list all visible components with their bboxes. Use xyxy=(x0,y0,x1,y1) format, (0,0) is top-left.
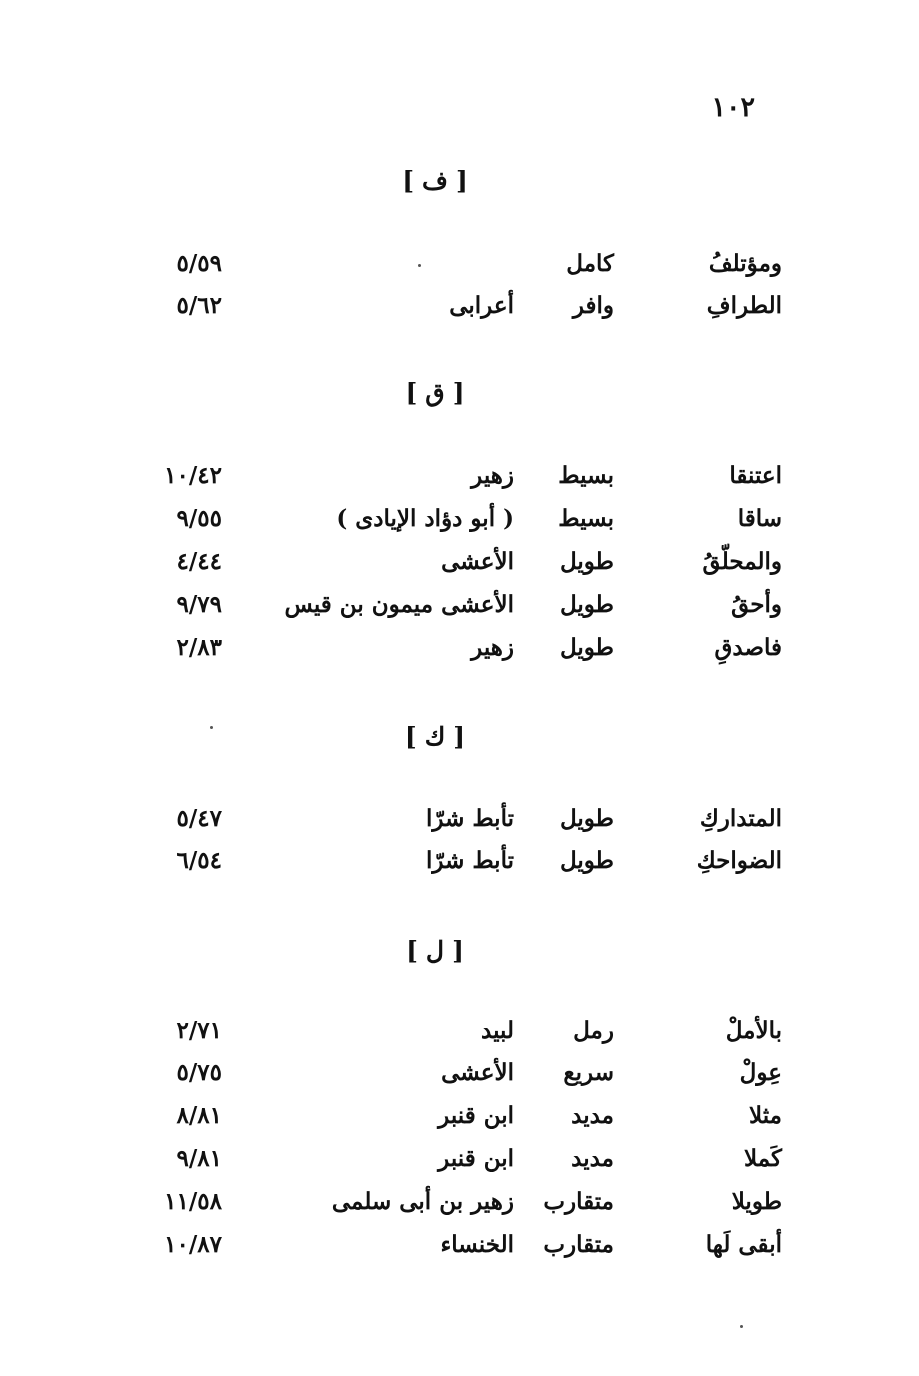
meter: طويل xyxy=(559,591,614,618)
meter: طويل xyxy=(559,805,614,832)
table-row xyxy=(0,1145,919,1185)
page-reference: ٢/٨٣ xyxy=(176,634,222,661)
table-row xyxy=(0,805,919,845)
page-reference: ٢/٧١ xyxy=(176,1017,222,1044)
rhyme-word: الطرافِ xyxy=(706,292,782,319)
page-reference: ٥/٥٩ xyxy=(176,250,222,277)
table-row xyxy=(0,1188,919,1228)
page-reference: ٩/٥٥ xyxy=(176,505,222,532)
rhyme-word: المتداركِ xyxy=(699,805,782,832)
table-row xyxy=(0,250,919,290)
poet: الأعشى ميمون بن قيس xyxy=(284,591,514,618)
scan-speck xyxy=(740,1325,743,1328)
table-row xyxy=(0,591,919,631)
meter: رمل xyxy=(573,1017,614,1044)
meter: متقارب xyxy=(543,1188,614,1215)
poet: زهير xyxy=(471,462,514,489)
page-reference: ١٠/٨٧ xyxy=(164,1231,222,1258)
meter: متقارب xyxy=(543,1231,614,1258)
page-reference: ٥/٤٧ xyxy=(176,805,222,832)
section-letter: ف xyxy=(422,166,448,195)
rhyme-word: بالأملْ xyxy=(725,1017,782,1044)
table-row xyxy=(0,1102,919,1142)
poet: لبيد xyxy=(481,1017,514,1044)
rhyme-word: كَملا xyxy=(744,1145,782,1172)
rhyme-word: فاصدقِ xyxy=(714,634,782,661)
section-letter: ك xyxy=(424,722,446,751)
scan-speck xyxy=(418,264,421,267)
meter: مديد xyxy=(571,1145,614,1172)
section-header-qaf: [ ق ] xyxy=(405,378,465,407)
poet: تأبط شرّا xyxy=(425,805,514,832)
table-row xyxy=(0,292,919,332)
poet: الأعشى xyxy=(441,548,514,575)
rhyme-word: والمحلّقُ xyxy=(702,548,782,575)
table-row xyxy=(0,1017,919,1057)
table-row xyxy=(0,462,919,502)
page-reference: ٥/٧٥ xyxy=(176,1059,222,1086)
section-header-kaf: [ ك ] xyxy=(404,722,466,751)
page-reference: ٥/٦٢ xyxy=(176,292,222,319)
rhyme-word: عِولْ xyxy=(739,1059,782,1086)
page-reference: ١١/٥٨ xyxy=(164,1188,222,1215)
meter: وافر xyxy=(572,292,614,319)
section-letter: ق xyxy=(425,378,445,407)
rhyme-word: أبقى لَها xyxy=(705,1231,782,1258)
table-row xyxy=(0,1059,919,1099)
poet: زهير xyxy=(471,634,514,661)
poet: الأعشى xyxy=(441,1059,514,1086)
page-reference: ٦/٥٤ xyxy=(176,847,222,874)
rhyme-word: ساقا xyxy=(737,505,782,532)
poet: ( أبو دؤاد الإيادى ) xyxy=(336,505,514,532)
page-reference: ٤/٤٤ xyxy=(176,548,222,575)
page-reference: ١٠/٤٢ xyxy=(164,462,222,489)
meter: طويل xyxy=(559,548,614,575)
poet: ابن قنبر xyxy=(438,1102,514,1129)
rhyme-word: مثلا xyxy=(749,1102,782,1129)
table-row xyxy=(0,548,919,588)
meter: مديد xyxy=(571,1102,614,1129)
poet: تأبط شرّا xyxy=(425,847,514,874)
meter: كامل xyxy=(566,250,614,277)
rhyme-word: وأحقُ xyxy=(731,591,782,618)
poet: أعرابى xyxy=(449,292,514,319)
poet: ابن قنبر xyxy=(438,1145,514,1172)
page-reference: ٩/٧٩ xyxy=(176,591,222,618)
scan-speck xyxy=(210,726,213,729)
rhyme-word: الضواحكِ xyxy=(696,847,782,874)
meter: طويل xyxy=(559,847,614,874)
rhyme-word: اعتنقا xyxy=(729,462,782,489)
meter: بسيط xyxy=(558,505,614,532)
page-reference: ٩/٨١ xyxy=(176,1145,222,1172)
page-number: ١٠٢ xyxy=(711,92,755,123)
page-reference: ٨/٨١ xyxy=(176,1102,222,1129)
section-letter: ل xyxy=(425,936,445,965)
poet: الخنساء xyxy=(440,1231,514,1258)
meter: سريع xyxy=(563,1059,614,1086)
table-row xyxy=(0,634,919,674)
rhyme-word: طويلا xyxy=(731,1188,782,1215)
rhyme-word: ومؤتلفُ xyxy=(708,250,782,277)
section-header-lam: [ ل ] xyxy=(406,936,464,965)
poet: زهير بن أبى سلمى xyxy=(331,1188,514,1215)
meter: بسيط xyxy=(558,462,614,489)
table-row xyxy=(0,847,919,887)
section-header-fa: [ ف ] xyxy=(402,166,468,195)
table-row xyxy=(0,505,919,545)
meter: طويل xyxy=(559,634,614,661)
table-row xyxy=(0,1231,919,1271)
